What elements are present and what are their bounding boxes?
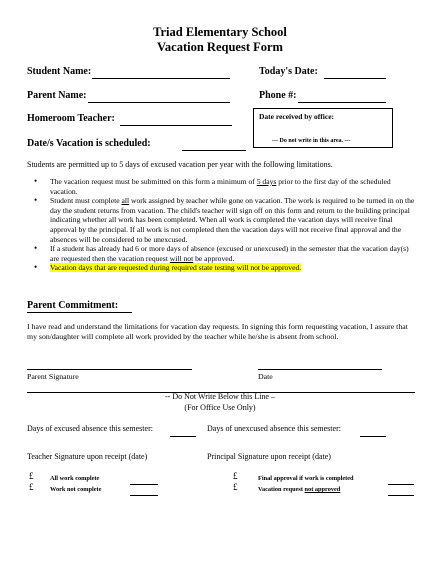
todays-date-label: Today's Date: <box>259 66 318 77</box>
list-item: • The vacation request must be submitted on this form a minimum of 5 days prior to the first day of the scheduled vacation. <box>28 177 418 196</box>
homeroom-teacher-field[interactable] <box>120 113 232 131</box>
list-item <box>28 263 418 273</box>
limitations-list <box>28 177 418 273</box>
excused-absence-field[interactable] <box>170 424 196 442</box>
not-complete-date-line[interactable] <box>130 483 158 501</box>
commitment-underline <box>27 312 132 313</box>
vacation-request-checkbox-icon[interactable]: £ <box>233 482 238 492</box>
parent-signature-label: Parent Signature <box>27 372 79 381</box>
intro-text: Students are permitted up to 5 days of excused vacation per year with the following limitations. <box>27 160 333 169</box>
phone-label: Phone #: <box>259 90 297 101</box>
form-title: Vacation Request Form <box>157 40 283 54</box>
parent-commitment-heading: Parent Commitment: <box>27 300 119 311</box>
vacation-request-label: Vacation request not approved <box>258 486 341 493</box>
student-name-field[interactable] <box>92 66 230 84</box>
parent-name-field[interactable] <box>88 90 230 108</box>
office-use-only: (For Office Use Only) <box>184 403 256 412</box>
commitment-text: I have read and understand the limitations for vacation day requests. In signing this form requesting vacation, I assure that my son/daughter will complete all work provided by the teacher while he/she is absent from school. <box>27 322 408 341</box>
date-signature-label: Date <box>258 372 273 381</box>
todays-date-field[interactable] <box>324 66 386 84</box>
not-complete-label: Work not complete <box>50 486 102 493</box>
school-name: Triad Elementary School <box>153 25 287 39</box>
not-complete-checkbox-icon[interactable]: £ <box>29 482 34 492</box>
all-work-checkbox-icon[interactable]: £ <box>29 471 34 481</box>
phone-field[interactable] <box>298 90 386 108</box>
list-item: • Student must complete all work assigned by teacher while gone on vacation. The work is required to be turned in on the day the student returns from vacation. The child's teacher will sign off on this form and return to the building principal indicating whether all work has been completed. When all work is completed the vacation days will receive final approval by the principal. If all work is not completed then the vacation days will not receive final approval and the absences will be considered to be unexcused. <box>28 196 418 244</box>
date-received-label: Date received by office: <box>259 112 335 121</box>
do-not-write-note: --- Do not write in this area. --- <box>272 138 351 144</box>
principal-signature-label: Principal Signature upon receipt (date) <box>207 452 331 461</box>
parent-signature-line[interactable] <box>27 369 192 370</box>
vacation-request-date-line[interactable] <box>388 483 414 501</box>
vacation-dates-field[interactable] <box>182 138 246 156</box>
unexcused-absence-label: Days of unexcused absence this semester: <box>207 424 341 433</box>
teacher-signature-label: Teacher Signature upon receipt (date) <box>27 452 148 461</box>
do-not-write-below: -- Do Not Write Below this Line – <box>165 392 275 401</box>
all-work-label: All work complete <box>50 475 100 482</box>
student-name-label: Student Name: <box>27 66 92 77</box>
final-approval-checkbox-icon[interactable]: £ <box>233 471 238 481</box>
state-testing-highlight: Vacation days that are requested during required state testing will not be approved. <box>50 263 302 273</box>
unexcused-absence-field[interactable] <box>360 424 386 442</box>
excused-absence-label: Days of excused absence this semester: <box>27 424 153 433</box>
list-item: • If a student has already had 6 or more days of absence (excused or unexcused) in the semester that the vacation day(s) are requested then the vacation request will not be approved. <box>28 244 418 263</box>
homeroom-teacher-label: Homeroom Teacher: <box>27 113 115 124</box>
date-signature-line[interactable] <box>258 369 382 370</box>
final-approval-label: Final approval if work is completed <box>258 475 354 482</box>
vacation-dates-label: Date/s Vacation is scheduled: <box>27 138 151 149</box>
parent-name-label: Parent Name: <box>27 90 87 101</box>
